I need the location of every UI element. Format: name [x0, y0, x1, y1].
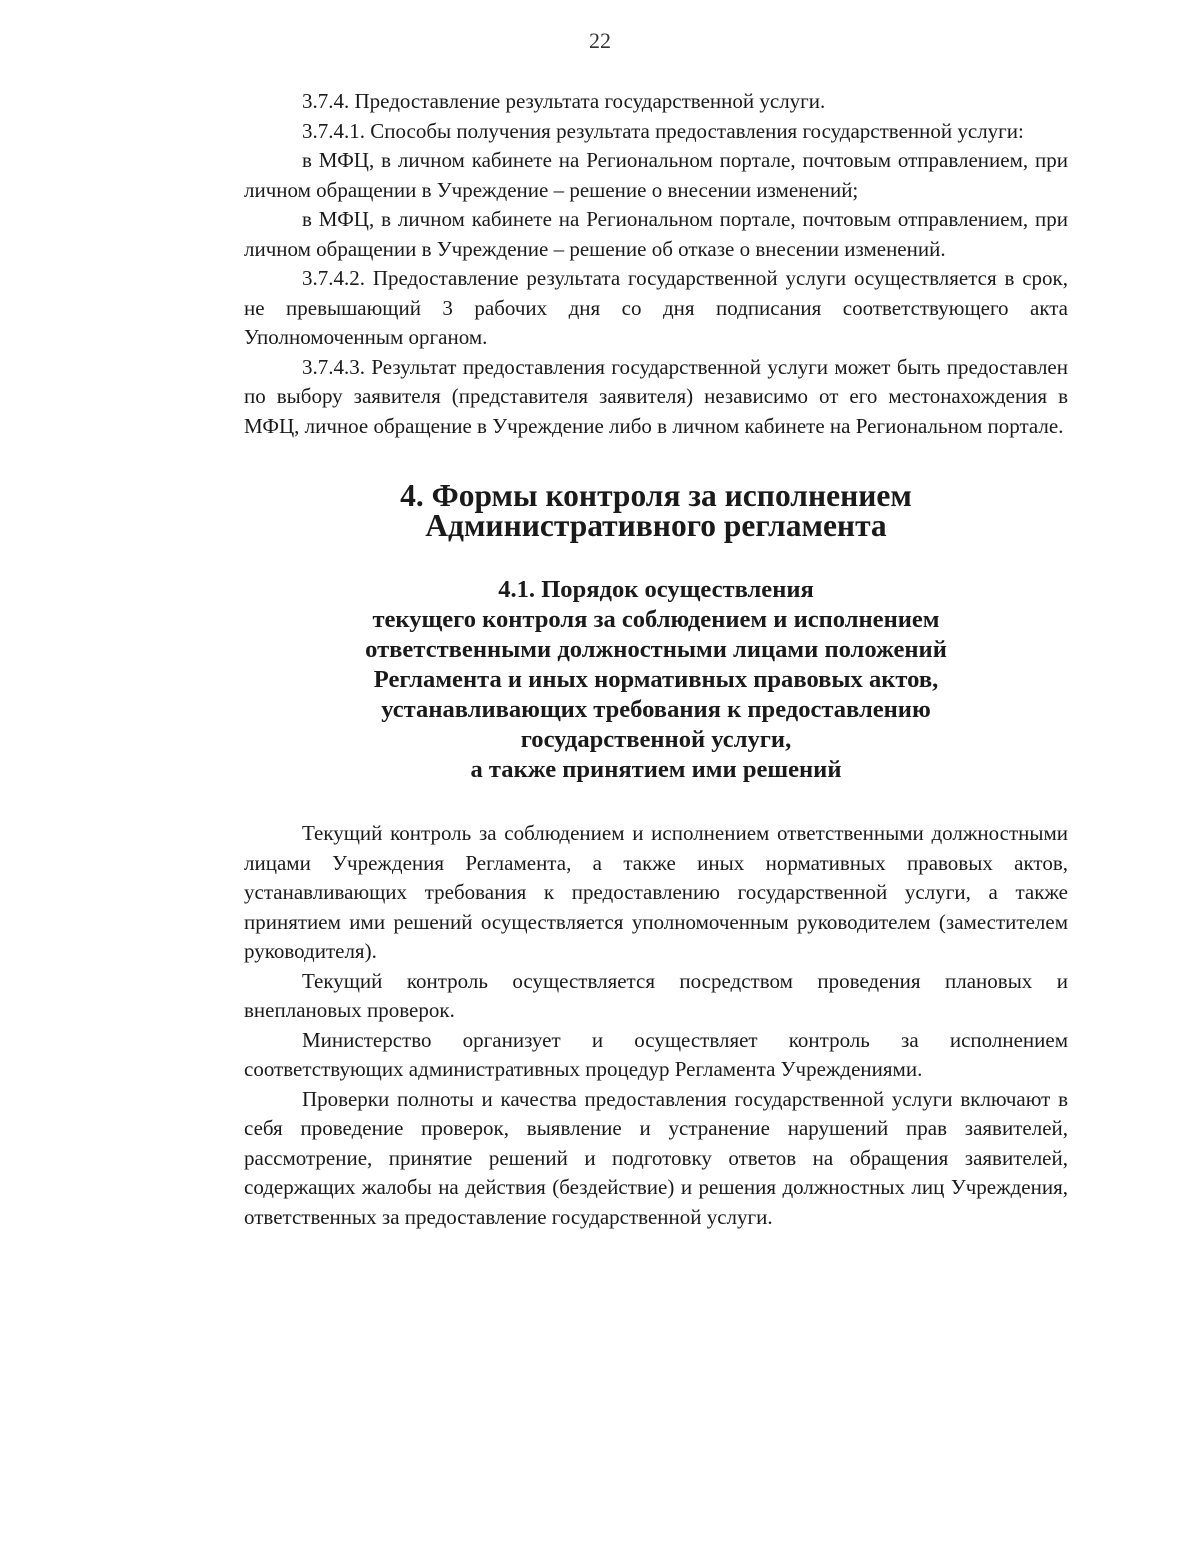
- paragraph-3-7-4-1: 3.7.4.1. Способы получения результата предоставления государственной услуги:: [302, 118, 1024, 143]
- paragraph-ministry-control: Министерство организует и осуществляет контроль за исполнением соответствующих административных процедур Регламента Учреждениями.: [244, 1027, 1068, 1081]
- paragraph-current-control: Текущий контроль за соблюдением и исполнением ответственными должностными лицами Учреждения Регламента, а также иных нормативных правовых актов, устанавливающих требования к предоставлению государственной услуги, а также принятием ими решений осуществляется уполномоченным руководителем (заместителем руководителя).: [244, 821, 1068, 963]
- section-4-heading: [244, 478, 1068, 543]
- paragraph-3-7-4-2: 3.7.4.2. Предоставление результата государственной услуги осуществляется в срок, не превышающий 3 рабочих дня со дня подписания соответствующего акта Уполномоченным органом.: [244, 266, 1068, 349]
- paragraph-result-method-2: в МФЦ, в личном кабинете на Региональном портале, почтовым отправлением, при личном обращении в Учреждение – решение об отказе о внесении изменений.: [244, 207, 1068, 261]
- heading-line: ответственными должностными лицами положений: [365, 636, 947, 663]
- heading-line: Регламента и иных нормативных правовых актов,: [373, 666, 939, 693]
- paragraph-3-7-4: 3.7.4. Предоставление результата государственной услуги.: [302, 89, 826, 113]
- page-number: 22: [589, 28, 611, 53]
- paragraph-inspection-scope: Проверки полноты и качества предоставления государственной услуги включают в себя проведение проверок, выявление и устранение нарушений прав заявителей, рассмотрение, принятие решений и подготовку ответов на обращения заявителей, содержащих жалобы на действия (бездействие) и решения должностных лиц Учреждения, ответственных за предоставление государственной услуги.: [244, 1086, 1068, 1229]
- paragraph-result-method-1: в МФЦ, в личном кабинете на Региональном портале, почтовым отправлением, при личном обращении в Учреждение – решение о внесении изменений;: [244, 148, 1068, 202]
- paragraph-inspections: Текущий контроль осуществляется посредством проведения плановых и внеплановых проверок.: [244, 968, 1068, 1022]
- heading-line: государственной услуги,: [520, 726, 792, 753]
- heading-line: 4. Формы контроля за исполнением: [400, 478, 912, 513]
- paragraph-3-7-4-3: 3.7.4.3. Результат предоставления государственной услуги может быть предоставлен по выбору заявителя (представителя заявителя) независимо от его местонахождения в МФЦ, личное обращение в Учреждение либо в личном кабинете на Региональном портале.: [244, 354, 1068, 438]
- section-3-body: [244, 87, 1068, 441]
- document-body: [244, 87, 1068, 1232]
- heading-line: Административного регламента: [425, 508, 887, 543]
- section-4-1-body: [244, 819, 1068, 1232]
- heading-line: 4.1. Порядок осуществления: [498, 576, 814, 603]
- heading-line: а также принятием ими решений: [470, 756, 842, 783]
- heading-line: устанавливающих требования к предоставлению: [381, 696, 931, 723]
- section-4-1-heading: [244, 575, 1068, 785]
- heading-line: текущего контроля за соблюдением и исполнением: [372, 606, 940, 633]
